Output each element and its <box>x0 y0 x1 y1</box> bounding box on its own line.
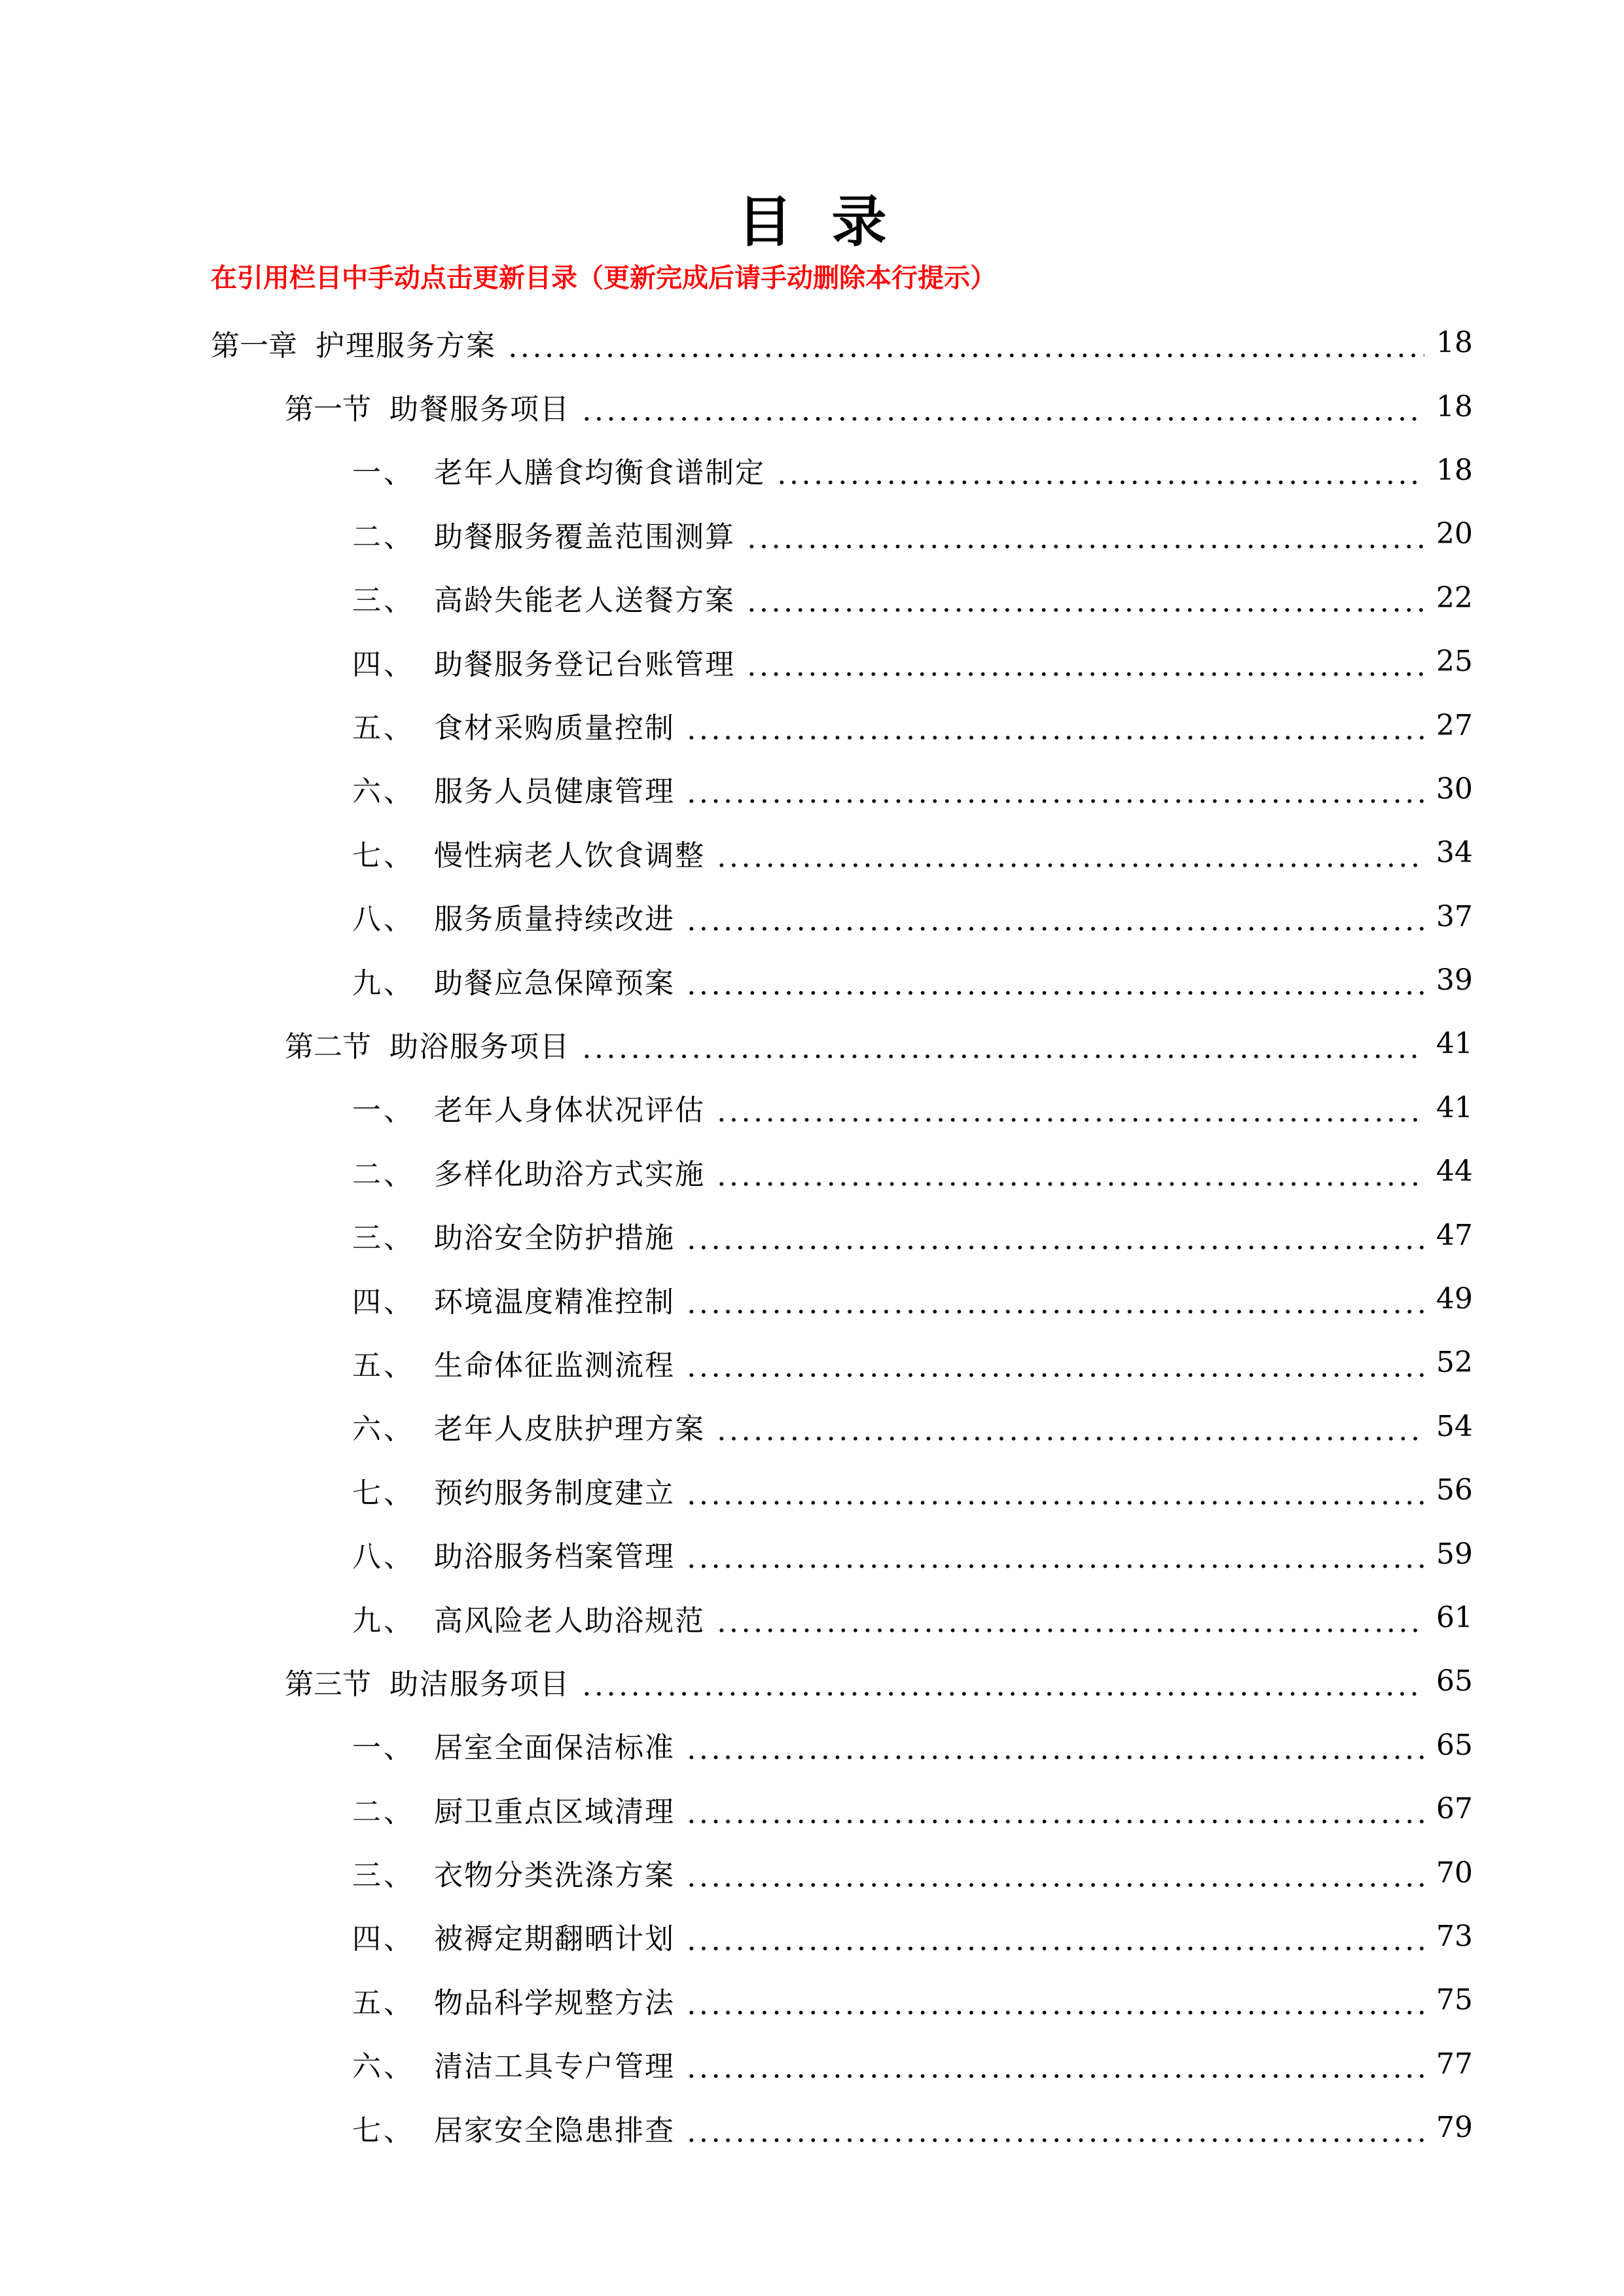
toc-entry-number: 第一章 <box>211 329 297 363</box>
toc-entry-title: 生命体征监测流程 <box>434 1348 675 1382</box>
toc-entry-title: 护理服务方案 <box>316 329 496 363</box>
dot-leader <box>715 1604 1424 1632</box>
toc-entry-title: 慢性病老人饮食调整 <box>434 838 705 872</box>
dot-leader <box>685 2049 1424 2078</box>
toc-entry[interactable] <box>0 439 1624 502</box>
toc-entry-title: 多样化助浴方式实施 <box>434 1157 705 1191</box>
toc-entry-number: 四、 <box>352 647 415 681</box>
toc-entry[interactable] <box>0 630 1624 693</box>
dot-leader <box>715 1412 1424 1441</box>
dot-leader <box>581 1030 1424 1058</box>
toc-entry-page-number: 70 <box>1436 1856 1473 1890</box>
toc-entry-number: 七、 <box>352 1476 415 1510</box>
toc-entry-number: 七、 <box>352 838 415 872</box>
toc-entry-title: 环境温度精准控制 <box>434 1285 675 1319</box>
toc-entry-page-number: 65 <box>1436 1664 1473 1698</box>
dot-leader <box>685 1795 1424 1823</box>
dot-leader <box>685 1731 1424 1759</box>
toc-entry-title: 老年人皮肤护理方案 <box>434 1412 705 1446</box>
toc-entry[interactable] <box>0 693 1624 757</box>
toc-entry-number: 六、 <box>352 775 415 809</box>
dot-leader <box>685 2113 1424 2142</box>
toc-entry[interactable] <box>0 374 1624 438</box>
toc-entry-number: 五、 <box>352 1348 415 1382</box>
toc-entry[interactable] <box>0 1012 1624 1075</box>
toc-entry[interactable] <box>0 2032 1624 2096</box>
toc-entry-page-number: 61 <box>1436 1601 1473 1634</box>
toc-entry[interactable] <box>0 1649 1624 1713</box>
toc-entry-title: 居家安全隐患排查 <box>434 2113 675 2147</box>
toc-entry-page-number: 41 <box>1436 1027 1473 1061</box>
toc-entry-title: 助餐服务登记台账管理 <box>434 647 735 681</box>
toc-entry-page-number: 22 <box>1436 581 1473 615</box>
toc-entry-page-number: 54 <box>1436 1409 1473 1443</box>
toc-entry-number: 八、 <box>352 903 415 937</box>
dot-leader <box>776 456 1424 484</box>
toc-entry-page-number: 67 <box>1436 1792 1473 1826</box>
dot-leader <box>685 1922 1424 1950</box>
toc-entry-number: 五、 <box>352 711 415 745</box>
toc-entry-number: 第一节 <box>285 393 371 427</box>
toc-entry[interactable] <box>0 1458 1624 1522</box>
toc-entry-number: 九、 <box>352 1604 415 1638</box>
toc-entry-page-number: 75 <box>1436 1983 1473 2017</box>
toc-entry-page-number: 44 <box>1436 1155 1473 1189</box>
dot-leader <box>685 774 1424 803</box>
toc-entry[interactable] <box>0 1395 1624 1458</box>
toc-entry-page-number: 52 <box>1436 1346 1473 1380</box>
toc-entry-page-number: 25 <box>1436 645 1473 679</box>
toc-entry[interactable] <box>0 1905 1624 1968</box>
toc-entry[interactable] <box>0 1586 1624 1649</box>
update-toc-notice: 在引用栏目中手动点击更新目录（更新完成后请手动删除本行提示） <box>211 263 996 293</box>
page-title: 目录 <box>737 190 926 255</box>
toc-entry-page-number: 39 <box>1436 963 1473 997</box>
toc-entry-title: 预约服务制度建立 <box>434 1476 675 1510</box>
toc-entry-page-number: 20 <box>1436 517 1473 551</box>
toc-entry-title: 食材采购质量控制 <box>434 711 675 745</box>
dot-leader <box>715 1093 1424 1122</box>
toc-entry-title: 物品科学规整方法 <box>434 1986 675 2020</box>
dot-leader <box>685 1221 1424 1249</box>
toc-entry[interactable] <box>0 1713 1624 1777</box>
dot-leader <box>685 1986 1424 2015</box>
toc-entry-page-number: 65 <box>1436 1728 1473 1762</box>
toc-entry-number: 四、 <box>352 1922 415 1956</box>
toc-entry-number: 三、 <box>352 584 415 618</box>
toc-entry-number: 九、 <box>352 966 415 1000</box>
toc-entry[interactable] <box>0 1076 1624 1139</box>
toc-entry-title: 助浴服务档案管理 <box>434 1540 675 1574</box>
toc-entry-page-number: 77 <box>1436 2047 1473 2081</box>
dot-leader <box>685 1539 1424 1568</box>
toc-entry[interactable] <box>0 502 1624 565</box>
toc-entry-number: 一、 <box>352 1731 415 1765</box>
dot-leader <box>685 966 1424 995</box>
toc-entry[interactable] <box>0 757 1624 821</box>
dot-leader <box>685 1858 1424 1887</box>
toc-entry-title: 高风险老人助浴规范 <box>434 1604 705 1638</box>
toc-entry-page-number: 47 <box>1436 1218 1473 1252</box>
dot-leader <box>715 838 1424 867</box>
toc-entry[interactable] <box>0 1840 1624 1904</box>
toc-entry-page-number: 49 <box>1436 1282 1473 1316</box>
toc-entry-title: 高龄失能老人送餐方案 <box>434 584 735 618</box>
toc-entry-title: 助洁服务项目 <box>389 1667 570 1701</box>
toc-entry-title: 被褥定期翻晒计划 <box>434 1922 675 1956</box>
toc-entry-number: 六、 <box>352 1412 415 1446</box>
toc-entry-page-number: 18 <box>1436 326 1473 360</box>
toc-entry-title: 老年人膳食均衡食谱制定 <box>434 456 765 490</box>
toc-entry-page-number: 30 <box>1436 772 1473 806</box>
toc-entry-page-number: 73 <box>1436 1919 1473 1953</box>
toc-entry-title: 居室全面保洁标准 <box>434 1731 675 1765</box>
toc-entry-page-number: 59 <box>1436 1537 1473 1571</box>
dot-leader <box>685 1285 1424 1314</box>
toc-entry[interactable] <box>0 1331 1624 1394</box>
toc-entry[interactable] <box>0 2096 1624 2159</box>
toc-entry[interactable] <box>0 948 1624 1012</box>
toc-entry[interactable] <box>0 311 1624 374</box>
toc-entry-title: 服务质量持续改进 <box>434 903 675 937</box>
toc-entry[interactable] <box>0 821 1624 884</box>
toc-entry-title: 助餐服务项目 <box>389 393 570 427</box>
toc-entry-page-number: 41 <box>1436 1090 1473 1124</box>
toc-entry-number: 五、 <box>352 1986 415 2020</box>
toc-entry-page-number: 18 <box>1436 453 1473 487</box>
toc-entry-title: 衣物分类洗涤方案 <box>434 1859 675 1893</box>
table-of-contents <box>0 311 1624 2159</box>
toc-entry[interactable] <box>0 1777 1624 1840</box>
toc-entry-number: 八、 <box>352 1540 415 1574</box>
dot-leader <box>685 902 1424 931</box>
dot-leader <box>581 392 1424 421</box>
dot-leader <box>507 329 1424 357</box>
toc-entry-number: 二、 <box>352 1795 415 1829</box>
toc-entry-page-number: 56 <box>1436 1473 1473 1507</box>
toc-entry-title: 服务人员健康管理 <box>434 775 675 809</box>
toc-entry-number: 一、 <box>352 1094 415 1128</box>
toc-entry-title: 老年人身体状况评估 <box>434 1094 705 1128</box>
toc-entry[interactable] <box>0 566 1624 630</box>
toc-entry-number: 四、 <box>352 1285 415 1319</box>
toc-entry-title: 助餐应急保障预案 <box>434 966 675 1000</box>
dot-leader <box>685 1348 1424 1377</box>
toc-entry[interactable] <box>0 1139 1624 1203</box>
toc-entry-number: 第二节 <box>285 1030 371 1064</box>
toc-entry-page-number: 79 <box>1436 2111 1473 2145</box>
toc-entry-title: 助餐服务覆盖范围测算 <box>434 520 735 554</box>
dot-leader <box>746 647 1424 676</box>
dot-leader <box>685 1476 1424 1505</box>
toc-entry[interactable] <box>0 1522 1624 1585</box>
toc-entry-number: 六、 <box>352 2050 415 2084</box>
toc-entry-title: 厨卫重点区域清理 <box>434 1795 675 1829</box>
toc-entry-number: 三、 <box>352 1221 415 1255</box>
toc-entry-title: 清洁工具专户管理 <box>434 2050 675 2084</box>
dot-leader <box>746 520 1424 548</box>
toc-entry-page-number: 37 <box>1436 899 1473 933</box>
toc-entry[interactable] <box>0 885 1624 948</box>
toc-entry-title: 助浴安全防护措施 <box>434 1221 675 1255</box>
toc-entry-number: 二、 <box>352 520 415 554</box>
toc-entry-page-number: 27 <box>1436 708 1473 742</box>
toc-entry[interactable] <box>0 1267 1624 1331</box>
toc-entry-number: 二、 <box>352 1157 415 1191</box>
toc-entry-page-number: 34 <box>1436 836 1473 870</box>
toc-entry-title: 助浴服务项目 <box>389 1030 570 1064</box>
toc-entry-page-number: 18 <box>1436 389 1473 423</box>
dot-leader <box>746 583 1424 612</box>
toc-entry-number: 第三节 <box>285 1667 371 1701</box>
dot-leader <box>581 1667 1424 1696</box>
toc-entry[interactable] <box>0 1968 1624 2032</box>
toc-entry-number: 七、 <box>352 2113 415 2147</box>
toc-entry-number: 一、 <box>352 456 415 490</box>
dot-leader <box>685 711 1424 740</box>
toc-entry[interactable] <box>0 1203 1624 1266</box>
toc-entry-number: 三、 <box>352 1859 415 1893</box>
dot-leader <box>715 1157 1424 1186</box>
